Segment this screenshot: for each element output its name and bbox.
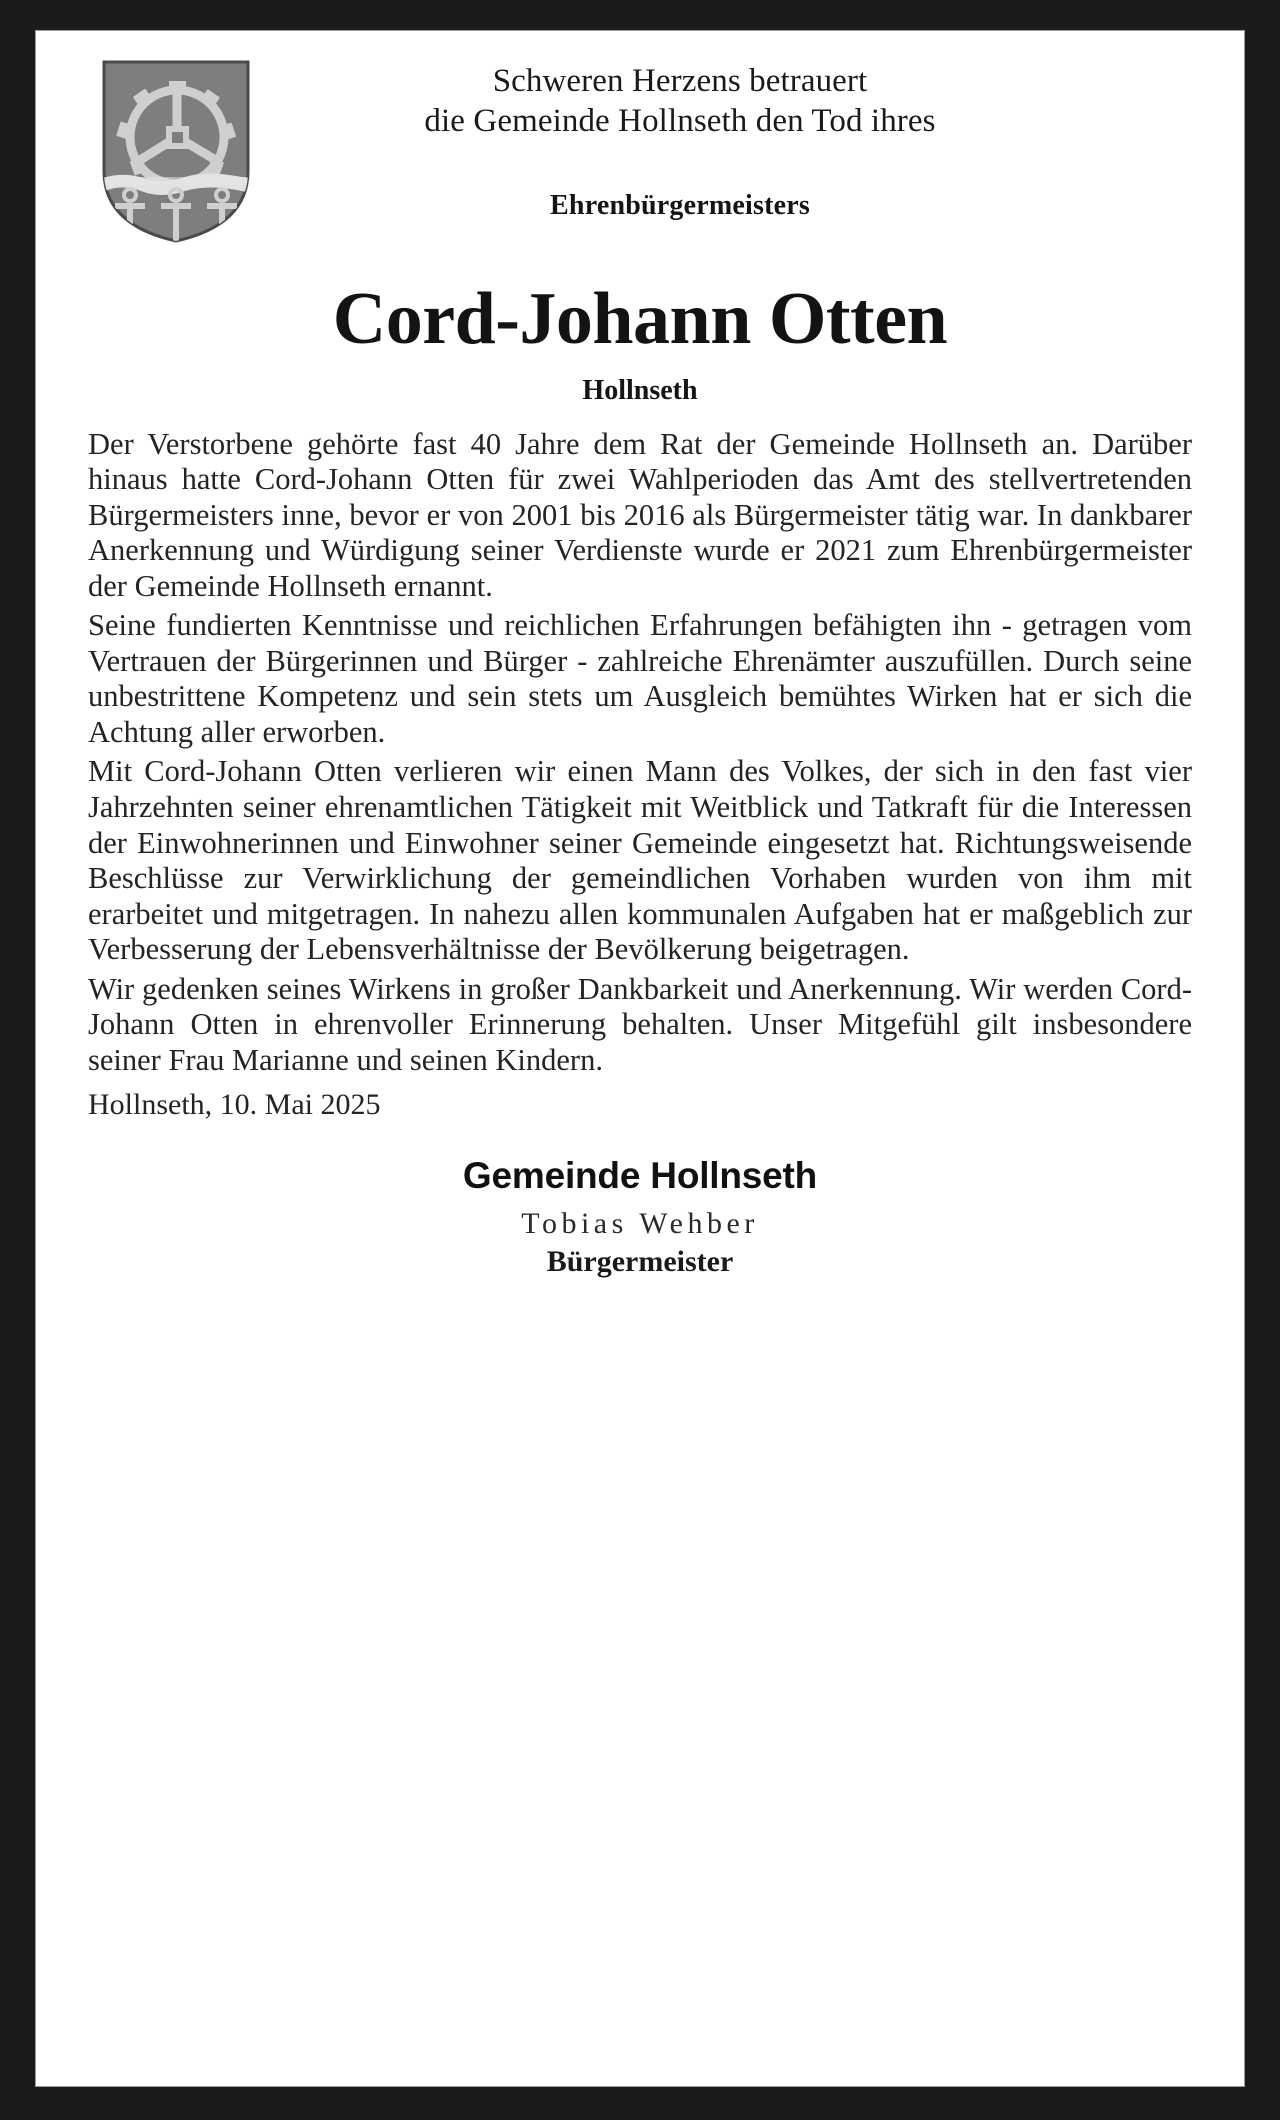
notice-body [88,427,1192,1079]
deceased-name: Cord-Johann Otten [332,278,948,360]
body-paragraph: Mit Cord-Johann Otten verlieren wir einen Mann des Volkes, der sich in den fast vier Jahrzehnten seiner ehrenamtlichen Tätigkeit mit Weitblick und Tatkraft für die Interessen der Einwohnerinnen und Einwohner seiner Gemeinde eingesetzt hat. Richtungsweisende Beschlüsse zur Verwirklichung der gemeindlichen Vorhaben wurden von ihm mit erarbeitet und mitgetragen. In nahezu allen kommunalen Aufgaben hat er maßgeblich zur Verbesserung der Lebensverhältnisse der Bevölkerung beigetragen. [88,754,1192,967]
place-name: Hollnseth [582,374,698,406]
lead-line-2: die Gemeinde Hollnseth den Tod ihres [424,103,936,140]
role-title: Ehrenbürgermeisters [550,189,810,221]
body-paragraph: Der Verstorbene gehörte fast 40 Jahre dem Rat der Gemeinde Hollnseth an. Darüber hinaus hatte Cord-Johann Otten für zwei Wahlperioden das Amt des stellvertretenden Bürgermeisters inne, bevor er von 2001 bis 2016 als Bürgermeister tätig war. In dankbarer Anerkennung und Würdigung seiner Verdienste wurde er 2021 zum Ehrenbürgermeister der Gemeinde Hollnseth ernannt. [88,426,1192,603]
body-paragraph: Seine fundierten Kenntnisse und reichlichen Erfahrungen befähigten ihn - getragen vom Vertrauen der Bürgerinnen und Bürger - zahlreiche Ehrenämter auszufüllen. Durch seine unbestrittene Kompetenz und sein stets um Ausgleich bemühtes Wirken hat er sich die Achtung aller erworben. [88,608,1192,749]
lead-text [88,53,1192,142]
lead-line-1: Schweren Herzens betrauert [492,63,868,99]
signature-block [88,1156,1192,1280]
notice-header [88,53,1192,275]
signer-title: Bürgermeister [546,1245,734,1279]
body-paragraph: Wir gedenken seines Wirkens in großer Dankbarkeit und Anerkennung. Wir werden Cord-Johann Otten in ehrenvoller Erinnerung behalten. Unser Mitgefühl gilt insbesondere seiner Frau Marianne und seinen Kindern. [88,971,1192,1077]
signing-authority: Gemeinde Hollnseth [462,1155,818,1197]
date-line: Hollnseth, 10. Mai 2025 [88,1088,381,1122]
obituary-card [35,30,1245,2087]
coat-of-arms-icon [101,59,251,244]
signer-name: Tobias Wehber [521,1206,759,1240]
